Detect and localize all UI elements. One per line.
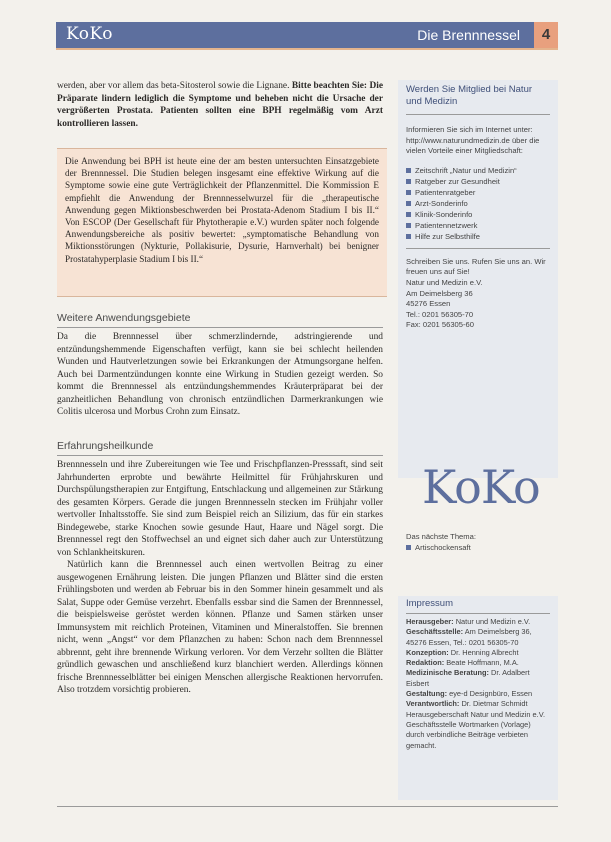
list-item: Ratgeber zur Gesundheit <box>406 176 550 187</box>
next-topic <box>406 532 556 553</box>
bullet-icon <box>406 190 411 195</box>
impressum-title: Impressum <box>406 598 453 609</box>
main-column <box>57 80 383 130</box>
membership-title: Werden Sie Mitglied bei Natur und Medizin <box>406 84 533 107</box>
impressum-line: Geschäftsstelle: Am Deimelsberg 36, 45276 Essen, Tel.: 0201 56305-70 <box>406 627 532 647</box>
list-item: Patientennetzwerk <box>406 220 550 231</box>
section-folk-medicine <box>57 440 383 697</box>
next-topic-item: Artischockensaft <box>406 543 556 554</box>
section-title: Die Brennnessel <box>417 27 520 43</box>
bullet-icon <box>406 234 411 239</box>
bullet-icon <box>406 545 411 550</box>
fax-line: Fax: 0201 56305-60 <box>406 320 474 330</box>
highlight-text: Die Anwendung bei BPH ist heute eine der am besten untersuchten Einsatzgebiete der Brennnessel. Die Studien belegen insgesamt eine effektive Wirkung auf die Symptome sowie eine gute Verträglichkeit der Pflanzenmittel. Die Kommission E empfiehlt die Anwendung der Brennnesselwurzel für die „therapeutische Anwendung gegen Miktionsbeschwerden bei Prostata-Adenom Stadium I bis II.“ Von ESCOP (Der Gesellschaft für Phytotherapie e.V.) wurden später noch folgende Anwendungsbereiche als positiv bewertet: „symptomatische Behandlung von Miktionsstörungen (Nykturie, Pollakisurie, Dysurie, Harnverhalt) bei benigner Prostatahyperplasie Stadium I bis II.“ <box>65 156 379 264</box>
section-paragraph: Natürlich kann die Brennnessel auch einen wertvollen Beitrag zu einer ausgewogenen Ernährung leisten. Die jungen Pflanzen und Blätter sind die ersten Frühlingsboten und werden ab Februar bis in den Sommer hinein gesammelt und als Salat, Suppe oder Gemüse verzehrt. Ebenfalls essbar sind die Samen der Brennnessel, die beispielsweise geröstet werden können. Pflanze und Samen stärken unser Immunsystem mit reichlich Proteinen, Vitaminen und Mineralstoffen. Sie brennen nicht, wenn „Angst“ vor dem Pflanzchen zu haben: Schon nach dem Brennnessel abbrennt, geht ihre brennende Wirkung verloren. Vor dem Verzehr sollten die Blätter gründlich gewaschen und anschließend kurz blanchiert werden. Allerdings können frische Brennnesselblätter bei einigen Menschen allergische Reaktionen hervorrufen. Also trotzdem vorsichtig probieren. <box>57 560 383 695</box>
impressum-line: Konzeption: Dr. Henning Albrecht <box>406 647 519 657</box>
footer-rule <box>57 806 558 807</box>
address-line: Am Deimelsberg 36 <box>406 288 473 298</box>
section-other-uses <box>57 312 383 419</box>
impressum-line: Verantwortlich: Dr. Dietmar Schmidt <box>406 699 528 709</box>
list-item: Arzt-Sonderinfo <box>406 198 550 209</box>
intro-bold-text: Bitte beachten Sie: Die Präparate lindern lediglich die Symptome und beheben nicht die Ursache der vergrößerten Prostata. Patienten sollten eine BPH regelmäßig vom Arzt kontrollieren lassen. <box>57 81 383 129</box>
highlight-box <box>57 148 387 297</box>
impressum-box <box>398 596 558 800</box>
contact-intro: Schreiben Sie uns. Rufen Sie uns an. Wir freuen uns auf Sie! <box>406 256 546 277</box>
bullet-icon <box>406 212 411 217</box>
intro-text: werden, aber vor allem das beta-Sitosterol sowie die Lignane. <box>57 81 292 91</box>
list-item: Hilfe zur Selbsthilfe <box>406 231 550 242</box>
heading-rule <box>57 455 383 456</box>
header-logo: KoKo <box>66 24 113 44</box>
page-header <box>56 22 558 50</box>
section-paragraph: Brennnesseln und ihre Zubereitungen wie Tee und Frischpflanzen-Presssaft, sind seit Jahrhunderten erprobte und bewährte Heilmittel für Frühjahrskuren und Durchspülungstherapien zur Entgiftung, Entschlackung und allgemeinen zur Stärkung des gesamten Körpers. Gerade die jungen Brennnesseln stecken im Frühjahr voller wertvoller Inhaltsstoffe. Sie sind zum Beispiel reich an Silizium, das für ein starkes Bindegewebe, starke Knochen sowie gesunde Haut, Haare und Nägel sorgt. Die Brennnessel regt den Stoffwechsel an und eignet sich daher auch zur Unterstützung von Schlankheitskuren. <box>57 460 383 558</box>
impressum-line: Redaktion: Beate Hoffmann, M.A. <box>406 658 519 668</box>
bullet-icon <box>406 223 411 228</box>
phone-line: Tel.: 0201 56305-70 <box>406 309 474 319</box>
section-paragraph: Da die Brennnessel über schmerzlindernde, adstringierende und entzündungshemmende Eigenschaften verfügt, kann sie bei schlecht heilenden Wunden und Hautverletzungen sowie bei Erkrankungen der Atmungsorgane helfen. Auch bei Darmentzündungen konnte eine Wirkung in Studien gezeigt werden. So kommt die Brennnessel als entzündungshemmendes Kräuterpräparat bei der ganzheitlichen Behandlung von chronisch entzündlichen Darmerkrankungen wie Colitis ulcerosa und Morbus Crohn zum Einsatz. <box>57 332 383 417</box>
list-item: Zeitschrift „Natur und Medizin“ <box>406 165 550 176</box>
bullet-icon <box>406 168 411 173</box>
impressum-line: Herausgeberschaft Natur und Medizin e.V. Geschäftsstelle Wortmarken (Vorlage) durch verbindliche Beiträge verbieten gemacht. <box>406 709 545 750</box>
list-item: Klinik-Sonderinfo <box>406 209 550 220</box>
list-item: Patientenratgeber <box>406 187 550 198</box>
koko-logo: KoKo <box>422 460 540 514</box>
intro-paragraph <box>57 80 383 130</box>
impressum-line: Herausgeber: Natur und Medizin e.V. <box>406 617 531 626</box>
impressum-line: Medizinische Beratung: Dr. Adalbert Eisbert <box>406 668 530 688</box>
section-heading: Weitere Anwendungsgebiete <box>57 312 191 324</box>
sidebar-rule <box>406 613 550 614</box>
bullet-icon <box>406 179 411 184</box>
next-topic-title: Das nächste Thema: <box>406 532 476 541</box>
benefits-list <box>398 165 558 242</box>
heading-rule <box>57 327 383 328</box>
sidebar <box>398 80 558 800</box>
page-number: 4 <box>534 22 558 48</box>
membership-intro: Informieren Sie sich im Internet unter: http://www.naturundmedizin.de über die vielen Vorteile einer Mitgliedschaft: <box>406 125 540 156</box>
membership-box <box>398 80 558 478</box>
bullet-icon <box>406 201 411 206</box>
address-line: Natur und Medizin e.V. <box>406 277 483 287</box>
address-line: 45276 Essen <box>406 299 451 309</box>
sidebar-rule <box>406 248 550 249</box>
impressum-line: Gestaltung: eye-d Designbüro, Essen <box>406 689 533 699</box>
sidebar-rule <box>406 114 550 115</box>
section-heading: Erfahrungsheilkunde <box>57 440 154 452</box>
